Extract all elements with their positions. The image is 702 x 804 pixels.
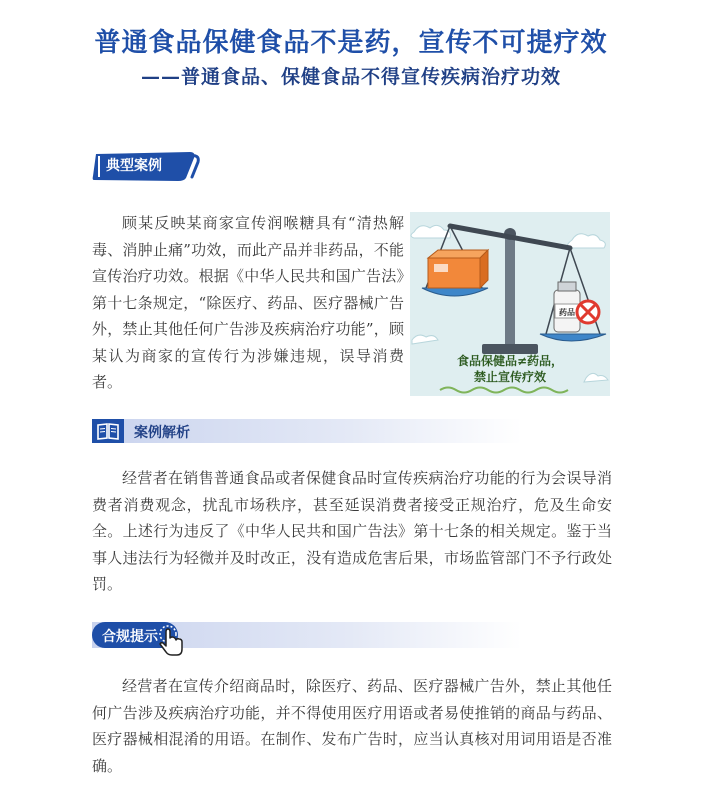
book-icon	[92, 419, 124, 443]
scale-illustration	[410, 212, 610, 396]
analysis-paragraph: 经营者在销售普通食品或者保健食品时宣传疾病治疗功能的行为会误导消费者消费观念，扰乱市场秩序，甚至延误消费者接受正规治疗，危及生命安全。上述行为违反了《中华人民共和国广告法》第十七条的相关规定。鉴于当事人违法行为轻微并及时改正，没有造成危害后果，市场监管部门不予行政处罚。	[92, 469, 612, 593]
illustration-caption-line2: 禁止宣传疗效	[473, 370, 546, 384]
case-paragraph: 顾某反映某商家宣传润喉糖具有“清热解毒、消肿止痛”功效，而此产品并非药品，不能宣传治疗功效。根据《中华人民共和国广告法》第十七条规定，“除医疗、药品、医疗器械广告外，禁止其他任何广告涉及疾病治疗功能”，顾某认为商家的宣传行为涉嫌违规，误导消费者。	[92, 214, 404, 391]
hand-cursor-icon	[156, 624, 186, 658]
analysis-section-label: 案例解析	[134, 425, 190, 441]
analysis-icon-box	[92, 419, 124, 443]
tips-section-label: 合规提示	[102, 629, 158, 645]
tips-paragraph: 经营者在宣传介绍商品时，除医疗、药品、医疗器械广告外，禁止其他任何广告涉及疾病治疗功能，并不得使用医疗用语或者易使推销的商品与药品、医疗器械相混淆的用语。在制作、发布广告时，应当认真核对用词用语是否准确。	[92, 677, 612, 775]
bottle-label: 药品	[559, 308, 575, 317]
case-section-tag	[92, 150, 202, 182]
tips-section-bar	[92, 622, 522, 648]
illustration-caption-line1: 食品保健品≠药品，	[456, 354, 564, 368]
case-section-label: 典型案例	[106, 158, 162, 174]
page-title: 普通食品保健食品不是药，宣传不可提疗效	[94, 28, 608, 58]
page-subtitle: ——普通食品、保健食品不得宣传疾病治疗功效	[140, 66, 561, 88]
analysis-section-bar	[92, 419, 522, 443]
